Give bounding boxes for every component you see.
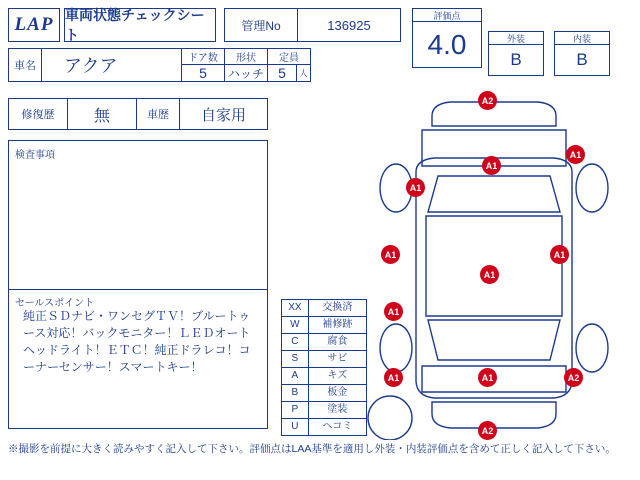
legend-row (282, 317, 367, 334)
seat-capacity-value: 5 (267, 64, 297, 82)
interior-grade-label: 内装 (554, 31, 610, 45)
legend-desc: 交換済 (308, 300, 366, 317)
lap-logo (8, 8, 60, 42)
legend-row (282, 368, 367, 385)
page-title: 車両状態チェックシート (65, 7, 205, 43)
inspection-notes-box (8, 140, 268, 290)
body-shape-value: ハッチ (224, 64, 268, 82)
exterior-grade-label: 外装 (488, 31, 544, 45)
legend-row (282, 402, 367, 419)
rear-left-wheel (380, 324, 412, 372)
legend-desc: 腐食 (308, 334, 366, 351)
lap-logo-text: LAP (14, 14, 54, 35)
damage-mark[interactable]: A1 (480, 265, 499, 284)
legend-desc: 補修跡 (308, 317, 366, 334)
rating-score-label: 評価点 (412, 8, 482, 22)
legend-code: C (282, 334, 309, 351)
legend-row (282, 334, 367, 351)
rating-score-value: 4.0 (412, 21, 482, 68)
legend-desc: ヘコミ (308, 419, 366, 436)
front-right-wheel (576, 164, 608, 212)
damage-mark[interactable]: A1 (381, 245, 400, 264)
repair-history-value: 無 (67, 98, 137, 130)
legend-code: B (282, 385, 309, 402)
sheet-title-box (64, 8, 216, 42)
damage-mark[interactable]: A1 (566, 145, 585, 164)
car-damage-diagram (360, 80, 632, 440)
sales-point-box (8, 289, 268, 429)
inspection-notes-title: 検査事項 (15, 150, 55, 161)
legend-desc: キズ (308, 368, 366, 385)
seat-capacity-unit: 人 (296, 64, 311, 82)
legend-desc: 塗装 (308, 402, 366, 419)
damage-mark[interactable]: A1 (550, 245, 569, 264)
legend-desc: サビ (308, 351, 366, 368)
car-outline-svg (360, 80, 632, 440)
legend-body (282, 300, 367, 436)
legend-code: W (282, 317, 309, 334)
body-shape-label: 形状 (224, 48, 268, 65)
legend-code: U (282, 419, 309, 436)
damage-mark[interactable]: A1 (384, 302, 403, 321)
damage-mark[interactable]: A1 (482, 156, 501, 175)
sales-point-title: セールスポイント (15, 298, 95, 309)
seat-capacity-label: 定員 (267, 48, 311, 65)
legend-row (282, 385, 367, 402)
management-no-value: 136925 (297, 8, 401, 42)
door-count-value: 5 (181, 64, 225, 82)
legend-code: XX (282, 300, 309, 317)
legend-row (282, 351, 367, 368)
legend-code: P (282, 402, 309, 419)
exterior-grade-value: B (488, 44, 544, 76)
legend-row (282, 300, 367, 317)
legend-row (282, 419, 367, 436)
footer-note: ※撮影を前提に大きく読みやすく記入して下さい。評価点はLAA基準を適用し外装・内装評価点を含めて正しく記入して下さい。 (8, 443, 616, 455)
car-name-value: アクア (41, 48, 182, 82)
damage-code-legend (281, 299, 367, 436)
legend-code: S (282, 351, 309, 368)
damage-mark[interactable]: A1 (406, 178, 425, 197)
usage-history-value: 自家用 (179, 98, 268, 130)
door-count-label: ドア数 (181, 48, 225, 65)
damage-mark[interactable]: A2 (478, 91, 497, 110)
management-no-label: 管理No (224, 8, 298, 42)
legend-code: A (282, 368, 309, 385)
car-name-label: 車名 (8, 48, 42, 82)
damage-mark[interactable]: A1 (478, 368, 497, 387)
windshield-outline (428, 176, 560, 212)
rear-right-wheel (576, 324, 608, 372)
legend-desc: 板金 (308, 385, 366, 402)
interior-grade-value: B (554, 44, 610, 76)
damage-mark[interactable]: A1 (384, 368, 403, 387)
repair-history-label: 修復歴 (8, 98, 68, 130)
usage-history-label: 車歴 (136, 98, 180, 130)
damage-mark[interactable]: A2 (478, 421, 497, 440)
spare-tire-circle (368, 396, 412, 440)
sales-point-text: 純正ＳＤナビ・ワンセグＴＶ！ブルートゥース対応！バックモニター！ＬＥＤオートヘッドライト！ＥＴＣ！純正ドラレコ！コーナーセンサー！スマートキー！ (23, 309, 251, 374)
damage-mark[interactable]: A2 (564, 368, 583, 387)
rear-window-outline (428, 320, 560, 360)
